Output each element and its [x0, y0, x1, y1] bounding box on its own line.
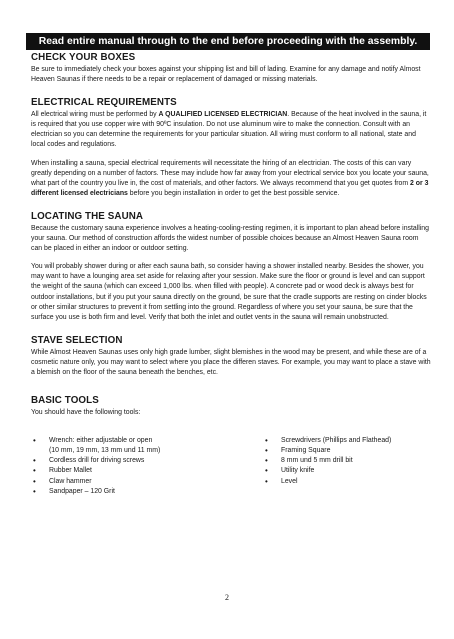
- section-check-boxes: [31, 52, 431, 85]
- list-item: • 8 mm und 5 mm drill bit: [263, 456, 391, 466]
- section-stave: [31, 335, 431, 378]
- section-text: Because the customary sauna experience involves a heating-cooling-resting regimen, it is important to plan ahead before installing your sauna. Our method of construction affords the widest number of possible choices because an Almost Heaven Sauna room can be placed in either an indoor or outdoor setting.: [31, 224, 429, 253]
- section-title: BASIC TOOLS: [31, 395, 99, 407]
- section-text: When installing a sauna, special electrical requirements will necessitate the hiring of an electrician. The costs of this can vary greatly depending on a number of factors. These may include how far away from your electrical service box you locate your sauna, what part of the country you live in, the cost of materials, and other factors. We always recommend that you get quotes from 2 or 3 different licensed electricians before you begin installation in order to get the best possible service.: [31, 159, 429, 197]
- tools-list: [31, 436, 431, 497]
- warning-banner: Read entire manual through to the end before proceeding with the assembly.: [26, 33, 430, 50]
- section-title: LOCATING THE SAUNA: [31, 210, 144, 222]
- list-item: • Sandpaper – 120 Grit: [31, 487, 263, 497]
- list-item: • Utility knife: [263, 466, 391, 476]
- list-item: • Framing Square: [263, 446, 391, 456]
- section-title: CHECK YOUR BOXES: [31, 52, 136, 63]
- section-locating: [31, 211, 431, 323]
- section-text: Be sure to immediately check your boxes against your shipping list and bill of lading. Examine for any damage and notify Almost Heaven Saunas if there needs to be a repair or replacement of damaged or missing materials.: [31, 66, 421, 84]
- section-electrical: [31, 97, 431, 199]
- tools-left-column: [31, 436, 263, 497]
- section-text: All electrical wiring must be performed by A QUALIFIED LICENSED ELECTRICIAN. Because of the heat involved in the sauna, it is required that you use copper wire with 90ºC insulation. Do not use aluminum wire to make the connection. Consult with an electrician so you can determine the requirements for your particular situation. All wiring must conform to all national, state and local codes and regulations.: [31, 111, 427, 149]
- section-tools: [31, 395, 431, 497]
- list-item: • Level: [263, 477, 391, 487]
- section-text: You will probably shower during or after each sauna bath, so consider having a shower installed nearby. Besides the shower, you may want to have a lounging area set aside for relaxing after your session. Make sure the floor or ground is level and can support the weight of the sauna (which can exceed 1,000 lbs. when filled with people). A concrete pad or wood deck is always best for outdoor installations, but if you put your sauna directly on the ground, be sure that the cradle supports are resting on cinder blocks or other similar structures to prevent it from settling into the ground. Regardless of where you set your sauna, be sure that the surface you use is both firm and level. Verify that both the inlet and outlet vents in the sauna will remain unobstructed.: [31, 263, 427, 321]
- section-title: ELECTRICAL REQUIREMENTS: [31, 97, 177, 109]
- list-item: • Screwdrivers (Phillips and Flathead): [263, 436, 391, 446]
- list-item: • Rubber Mallet: [31, 466, 263, 476]
- manual-content: [31, 52, 431, 497]
- section-text: You should have the following tools:: [31, 409, 141, 417]
- tools-right-column: [263, 436, 391, 497]
- bold-text: 2 or 3 different licensed electricians: [31, 179, 429, 197]
- section-text: While Almost Heaven Saunas uses only high grade lumber, slight blemishes in the wood may be present, and while these are of a cosmetic nature only, you may want to select where you place the differen staves. For example, you may want to place a stave with a blemish on the floor of the sauna beneath the benches, etc.: [31, 348, 431, 376]
- list-item: • Claw hammer: [31, 477, 263, 487]
- list-item: • Wrench: either adjustable or open (10 mm, 19 mm, 13 mm und 11 mm): [31, 436, 263, 456]
- bold-text: A QUALIFIED LICENSED ELECTRICIAN: [158, 111, 288, 119]
- section-title: STAVE SELECTION: [31, 334, 123, 346]
- page-number: 2: [225, 593, 229, 602]
- list-item: • Cordless drill for driving screws: [31, 456, 263, 466]
